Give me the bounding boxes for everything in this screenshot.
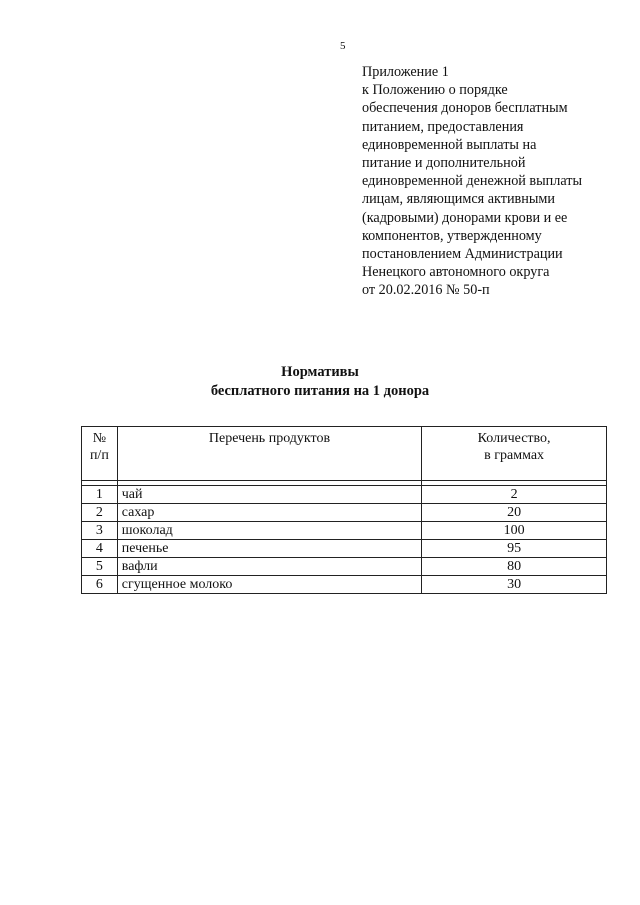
- appendix-line: постановлением Администрации: [362, 246, 563, 263]
- title-line-2: бесплатного питания на 1 донора: [210, 383, 430, 399]
- norms-table: [81, 426, 607, 594]
- row-quantity: 95: [422, 540, 607, 558]
- table-row: [82, 558, 607, 576]
- table-row: [82, 576, 607, 594]
- page-number: 5: [340, 40, 346, 52]
- table-row: [82, 504, 607, 522]
- row-quantity: 100: [422, 522, 607, 540]
- row-product: печенье: [117, 540, 421, 558]
- header-qty-line-1: Количество,: [477, 431, 551, 446]
- appendix-block: [362, 63, 622, 300]
- header-products: [117, 427, 421, 481]
- appendix-line: питанием, предоставления: [362, 118, 524, 135]
- row-num: 1: [82, 486, 118, 504]
- table-header-row: [82, 427, 607, 481]
- header-num: [82, 427, 118, 481]
- appendix-line: (кадровыми) донорами крови и ее: [362, 209, 568, 226]
- row-quantity: 80: [422, 558, 607, 576]
- row-num: 5: [82, 558, 118, 576]
- row-product: сгущенное молоко: [117, 576, 421, 594]
- table-row: [82, 522, 607, 540]
- appendix-line: единовременной денежной выплаты: [362, 173, 582, 190]
- header-quantity: [422, 427, 607, 481]
- appendix-line: компонентов, утвержденному: [362, 227, 542, 244]
- header-qty-line-2: в граммах: [484, 448, 545, 463]
- appendix-line: единовременной выплаты на: [362, 136, 537, 153]
- row-num: 2: [82, 504, 118, 522]
- header-products-label: Перечень продуктов: [208, 431, 331, 446]
- row-num: 6: [82, 576, 118, 594]
- header-num-line-1: №: [92, 431, 107, 446]
- title-line-1: Нормативы: [281, 364, 359, 380]
- appendix-line: питание и дополнительной: [362, 155, 526, 172]
- row-num: 4: [82, 540, 118, 558]
- appendix-line: от 20.02.2016 № 50-п: [362, 282, 490, 299]
- header-num-line-2: п/п: [89, 448, 109, 463]
- row-product: вафли: [117, 558, 421, 576]
- appendix-line: Приложение 1: [362, 64, 449, 80]
- table-row: [82, 540, 607, 558]
- row-product: шоколад: [117, 522, 421, 540]
- appendix-line: обеспечения доноров бесплатным: [362, 100, 568, 117]
- row-quantity: 2: [422, 486, 607, 504]
- row-quantity: 20: [422, 504, 607, 522]
- document-title: [0, 363, 640, 401]
- table-row: [82, 486, 607, 504]
- row-num: 3: [82, 522, 118, 540]
- appendix-line: Ненецкого автономного округа: [362, 264, 550, 281]
- appendix-line: к Положению о порядке: [362, 82, 508, 99]
- appendix-line: лицам, являющимся активными: [362, 191, 555, 208]
- row-product: чай: [117, 486, 421, 504]
- row-product: сахар: [117, 504, 421, 522]
- row-quantity: 30: [422, 576, 607, 594]
